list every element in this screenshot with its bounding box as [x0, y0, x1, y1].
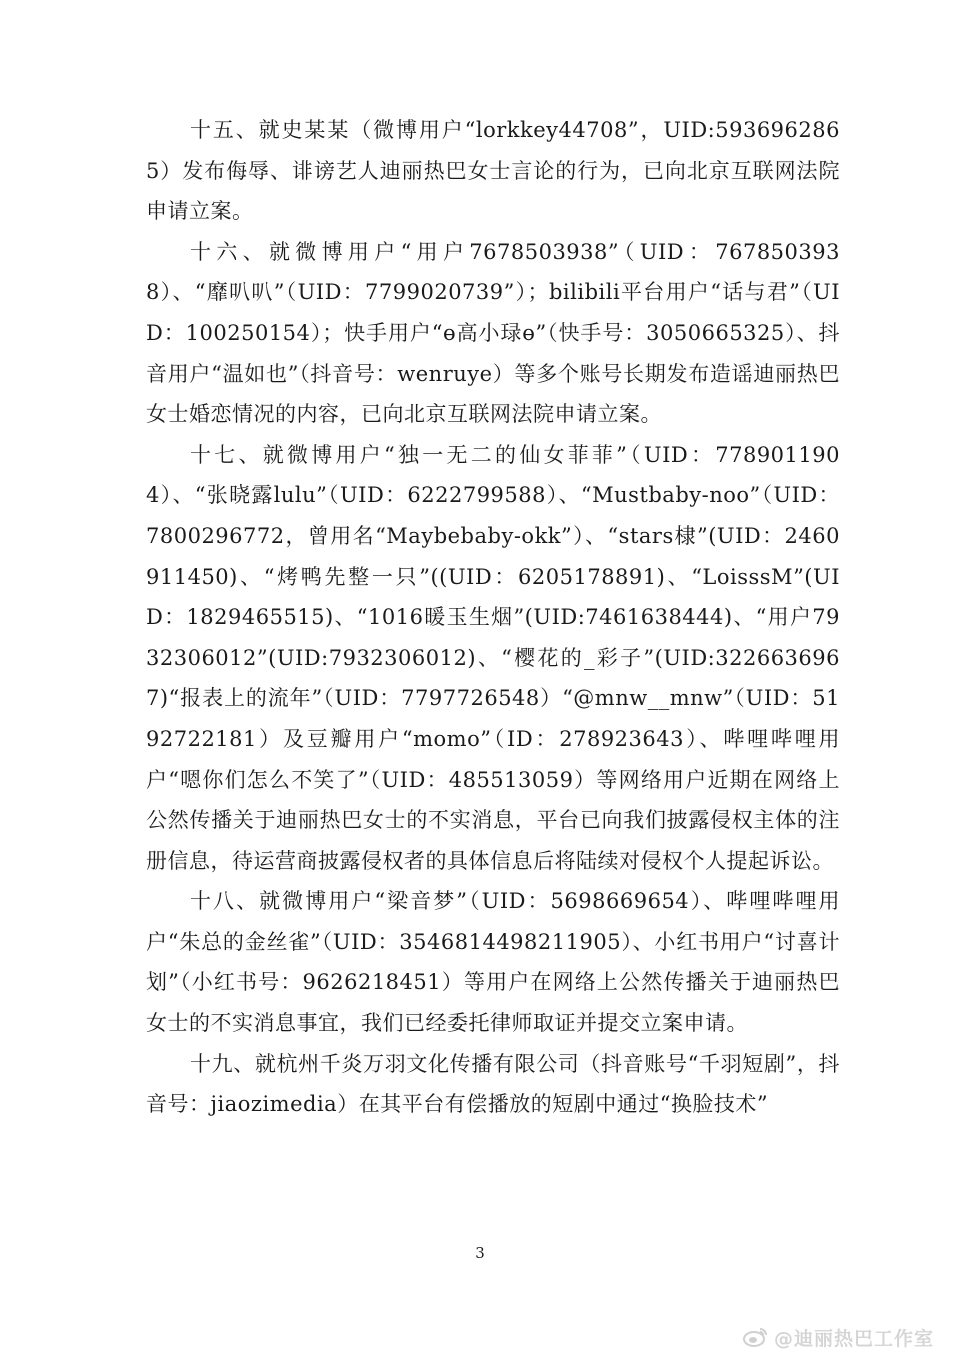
paragraph-15: 十五、就史某某（微博用户“lorkkey44708”，UID:5936962865）发布侮辱、诽谤艺人迪丽热巴女士言论的行为，已向北京互联网法院申请立案。: [146, 118, 840, 224]
paragraph-19: 十九、就杭州千炎万羽文化传播有限公司（抖音账号“千羽短剧”，抖音号：jiaozimedia）在其平台有偿播放的短剧中通过“换脸技术”: [146, 1051, 840, 1117]
document-body: [146, 110, 840, 1125]
paragraph-17: 十七、就微博用户“独一无二的仙女菲菲”（UID：7789011904）、“张晓露lulu”（UID：6222799588）、“Mustbaby-noo”（UID：7800296772，曾用名“Maybebaby-okk”）、“stars棣”(UID：2460911450)、“烤鸭先整一只”((UID：6205178891)、“LoisssM”(UID：1829465515)、“1016暖玉生烟”(UID:7461638444)、“用户7932306012”(UID:7932306012)、“樱花的_彩子”(UID:3226636967)“报表上的流年”（UID：7797726548）“@mnw__mnw”（UID：5192722181）及豆瓣用户“momo”（ID：278923643）、哔哩哔哩用户“嗯你们怎么不笑了”（UID：485513059）等网络用户近期在网络上公然传播关于迪丽热巴女士的不实消息，平台已向我们披露侵权主体的注册信息，待运营商披露侵权者的具体信息后将陆续对侵权个人提起诉讼。: [146, 442, 840, 873]
paragraph-16: 十六、就微博用户“用户7678503938”（UID：7678503938）、“靡叭叭”（UID：7799020739”）；bilibili平台用户“话与君”（UID：100250154）；快手用户“ɵ高小琭ɵ”（快手号：3050665325）、抖音用户“温如也”（抖音号：wenruye）等多个账号长期发布造谣迪丽热巴女士婚恋情况的内容，已向北京互联网法院申请立案。: [146, 239, 840, 427]
paragraph-18: 十八、就微博用户“梁音梦”（UID：5698669654）、哔哩哔哩用户“朱总的金丝雀”（UID：3546814498211905）、小红书用户“讨喜计划”（小红书号：9626218451）等用户在网络上公然传播关于迪丽热巴女士的不实消息事宜，我们已经委托律师取证并提交立案申请。: [146, 889, 840, 1036]
watermark: [742, 1322, 934, 1352]
page-number: 3: [475, 1244, 485, 1262]
weibo-logo-icon: [742, 1323, 770, 1351]
watermark-text: @迪丽热巴工作室: [773, 1327, 934, 1350]
